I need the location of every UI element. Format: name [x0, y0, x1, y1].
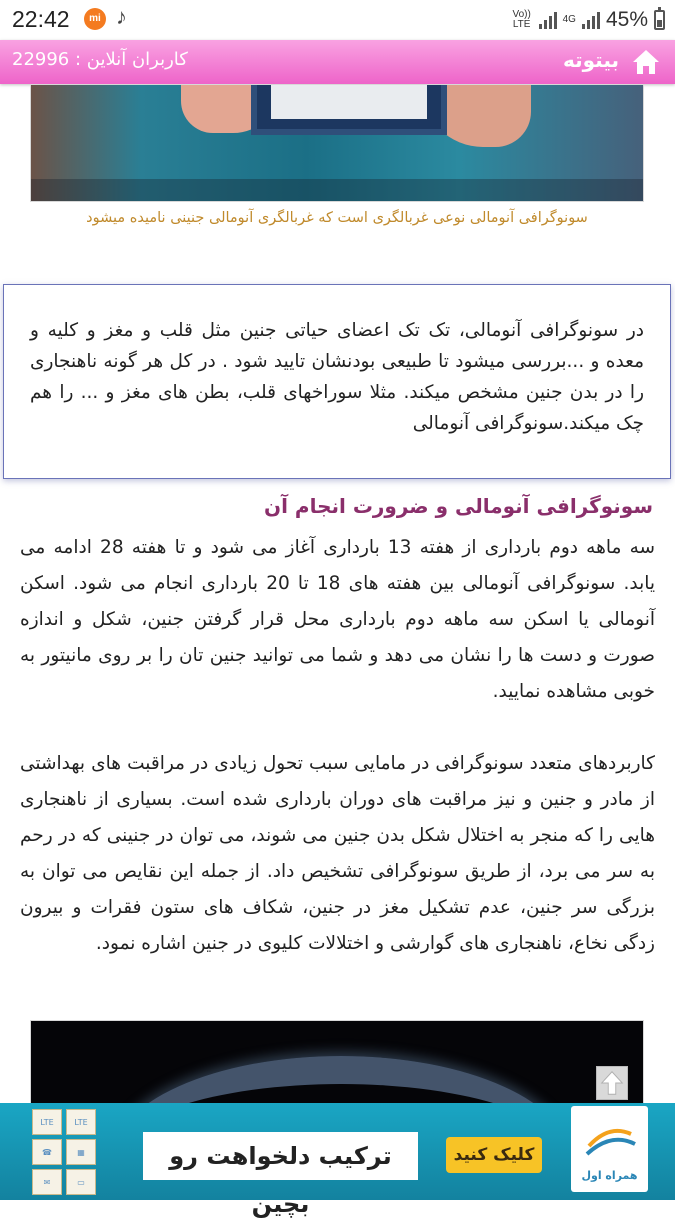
ad-click-button[interactable]: کلیک کنید: [446, 1137, 542, 1173]
grid-icon: ▦: [77, 1148, 85, 1157]
highlight-box: [3, 284, 671, 479]
ad-tiles-graphic: LTE LTE ☎ ▦ ✉ ▭: [32, 1109, 112, 1197]
app-header: [0, 40, 675, 84]
status-icons: [511, 6, 665, 34]
section-heading: سونوگرافی آنومالی و ضرورت انجام آن: [264, 494, 653, 518]
status-bar: [0, 0, 675, 40]
scroll-to-top-button[interactable]: [596, 1066, 628, 1100]
clock: 22:42: [12, 6, 70, 32]
signal-icon-1: [539, 11, 557, 29]
mci-logo[interactable]: [571, 1106, 648, 1192]
phone-icon: ☎: [42, 1148, 52, 1157]
site-logo-text[interactable]: بیتوته: [562, 48, 619, 72]
battery-percent: 45%: [605, 8, 648, 31]
music-note-icon: ♪: [116, 4, 127, 29]
chat-icon: ✉: [43, 1178, 51, 1187]
ultrasound-scan-image: [30, 1020, 644, 1110]
article-paragraph-1: سه ماهه دوم بارداری از هفته 13 بارداری آغاز می شود و تا هفته 28 ادامه می یابد. سونوگرافی آنومالی بین هفته های 18 تا 20 بارداری انجام می شود. اسکن آنومالی یا اسکن سه ماهه دوم بارداری محل قرار گرفتن جنین، شکل و اندازه صورت و دست ها را نشان می دهد و شما می توانید جنین تان را بر روی مانیتور به خوبی مشاهده نمایید.: [20, 537, 656, 702]
ad-headline[interactable]: ترکیب دلخواهت رو بچین: [143, 1132, 418, 1180]
mci-logo-text: همراه اول: [581, 1169, 638, 1182]
home-icon[interactable]: [631, 48, 661, 76]
signal-icon-2: [582, 11, 600, 29]
pregnancy-ultrasound-photo: [30, 84, 644, 202]
article-paragraph-2: کاربردهای متعدد سونوگرافی در مامایی سبب تحول زیادی در مراقبت های بهداشتی از مادر و جنین و نیز مراقبت های دوران بارداری شده است. بسیاری از ناهنجاری هایی را که منجر به اختلال شکل بدن جنین می شوند، می توان در جنینی که در رحم به سر می برد، از طریق سونوگرافی تشخیص داد. از جمله این نقایص می توان به بزرگی سر جنین، عدم تشکیل مغز در جنین، شکاف های ستون فقرات و بیرون زدگی نخاع، ناهنجاری های گوارشی و اختلالات کلیوی در جنین اشاره نمود.: [20, 753, 655, 954]
mci-logo-icon: [571, 1110, 648, 1170]
network-type-icon: 4G: [562, 14, 576, 25]
image-caption: سونوگرافی آنومالی نوعی غربالگری است که غربالگری آنومالی جنینی نامیده میشود: [86, 210, 588, 226]
mi-app-icon: mi: [84, 8, 106, 30]
volte-icon: Vo)) LTE: [512, 9, 531, 30]
sim-icon: ▭: [77, 1178, 85, 1187]
online-users-count: کاربران آنلاین : 22996: [12, 49, 188, 70]
highlight-text: در سونوگرافی آنومالی، تک تک اعضای حیاتی جنین مثل قلب و مغز و کلیه و معده و ...بررسی میشود تا طبیعی بودنشان تایید شود . در کل هر گونه ناهنجاری را در بدن جنین مشخص میکند. مثلا سوراخهای قلب، بطن های مغز و ... را هم چک میکند.سونوگرافی آنومالی: [30, 320, 644, 434]
battery-icon: [654, 10, 665, 30]
